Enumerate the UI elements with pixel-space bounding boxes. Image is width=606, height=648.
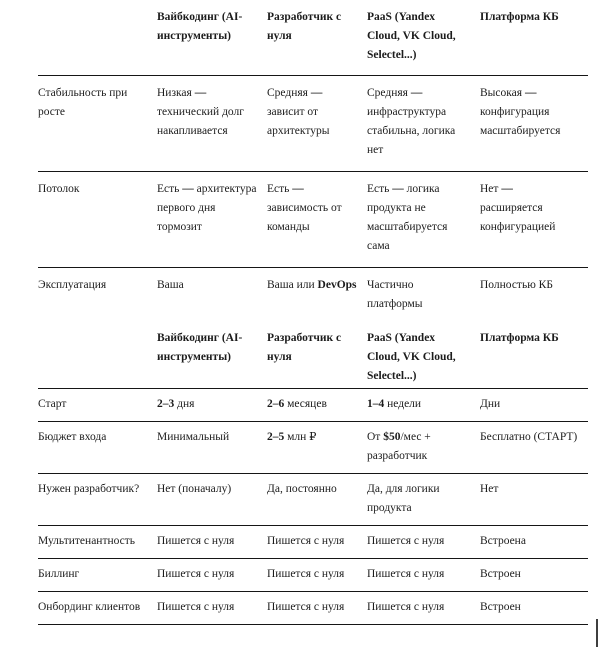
table-header-row-2 [38, 325, 588, 389]
table-cell: Частично платформы [367, 279, 423, 310]
table-cell: От $50/мес + разработчик [367, 431, 431, 462]
table-cell: Нет — расширяется конфигурацией [480, 183, 556, 233]
table-row-need-developer [38, 474, 588, 526]
table-cell: Встроен [480, 568, 521, 580]
table-cell: 2–3 дня [157, 398, 195, 410]
row-label: Старт [38, 398, 67, 410]
row-label: Нужен разработчик? [38, 483, 140, 495]
row-label: Биллинг [38, 568, 80, 580]
table-cell: Пишется с нуля [367, 601, 445, 613]
column-header-vibecoding: Вайбкодинг (AI-инструменты) [157, 11, 243, 42]
table-cell: Минимальный [157, 431, 230, 443]
column-header-paas: PaaS (Yandex Cloud, VK Cloud, Selectel...) [367, 332, 456, 382]
column-header-empty [38, 325, 157, 388]
table-header-row-1 [38, 4, 588, 76]
table-cell: Пишется с нуля [367, 568, 445, 580]
table-cell: Полностью КБ [480, 279, 553, 291]
table-cell: Есть — логика продукта не масштабируется сама [367, 183, 448, 252]
table-cell: Нет [480, 483, 499, 495]
table-cell: Встроен [480, 601, 521, 613]
column-header-vibecoding: Вайбкодинг (AI-инструменты) [157, 332, 243, 363]
table-cell: 2–6 месяцев [267, 398, 327, 410]
row-label: Потолок [38, 183, 80, 195]
column-header-platform-kb: Платформа КБ [480, 11, 559, 23]
table-row-stability [38, 76, 588, 172]
table-cell: Высокая — конфигурация масштабируется [480, 87, 561, 137]
table-row-ceiling [38, 172, 588, 268]
table-cell: Средняя — зависит от архитектуры [267, 87, 330, 137]
comparison-table [38, 4, 588, 625]
table-row-entry-budget [38, 422, 588, 474]
table-cell: Средняя — инфраструктура стабильна, логика нет [367, 87, 456, 156]
row-label: Онбординг клиентов [38, 601, 141, 613]
table-cell: Пишется с нуля [367, 535, 445, 547]
table-row-operations [38, 268, 588, 325]
row-label: Стабильность при росте [38, 87, 128, 118]
table-cell: Да, для логики продукта [367, 483, 440, 514]
table-cell: Да, постоянно [267, 483, 337, 495]
table-cell: Дни [480, 398, 501, 410]
table-cell: Ваша или DevOps [267, 279, 357, 291]
row-label: Бюджет входа [38, 431, 107, 443]
table-cell: Низкая — технический долг накапливается [157, 87, 244, 137]
column-header-platform-kb: Платформа КБ [480, 332, 559, 344]
table-cell: Пишется с нуля [267, 535, 345, 547]
table-row-multitenancy [38, 526, 588, 559]
table-row-start [38, 389, 588, 422]
table-cell: Встроена [480, 535, 526, 547]
table-cell: 1–4 недели [367, 398, 422, 410]
column-header-empty [38, 4, 157, 75]
table-cell: Пишется с нуля [267, 601, 345, 613]
table-cell: Пишется с нуля [267, 568, 345, 580]
table-cell: Есть — архитектура первого дня тормозит [157, 183, 257, 233]
row-label: Эксплуатация [38, 279, 107, 291]
table-row-billing [38, 559, 588, 592]
table-cell: Нет (поначалу) [157, 483, 232, 495]
column-header-developer: Разработчик с нуля [267, 332, 342, 363]
table-cell: 2–5 млн ₽ [267, 431, 317, 443]
table-cell: Пишется с нуля [157, 601, 235, 613]
table-cell: Пишется с нуля [157, 568, 235, 580]
column-header-paas: PaaS (Yandex Cloud, VK Cloud, Selectel...) [367, 11, 456, 61]
table-row-client-onboarding [38, 592, 588, 625]
table-cell: Есть — зависимость от команды [267, 183, 342, 233]
table-cell: Пишется с нуля [157, 535, 235, 547]
table-cell: Ваша [157, 279, 184, 291]
column-header-developer: Разработчик с нуля [267, 11, 342, 42]
text-cursor [596, 619, 598, 647]
table-cell: Бесплатно (СТАРТ) [480, 431, 578, 443]
row-label: Мультитенантность [38, 535, 136, 547]
